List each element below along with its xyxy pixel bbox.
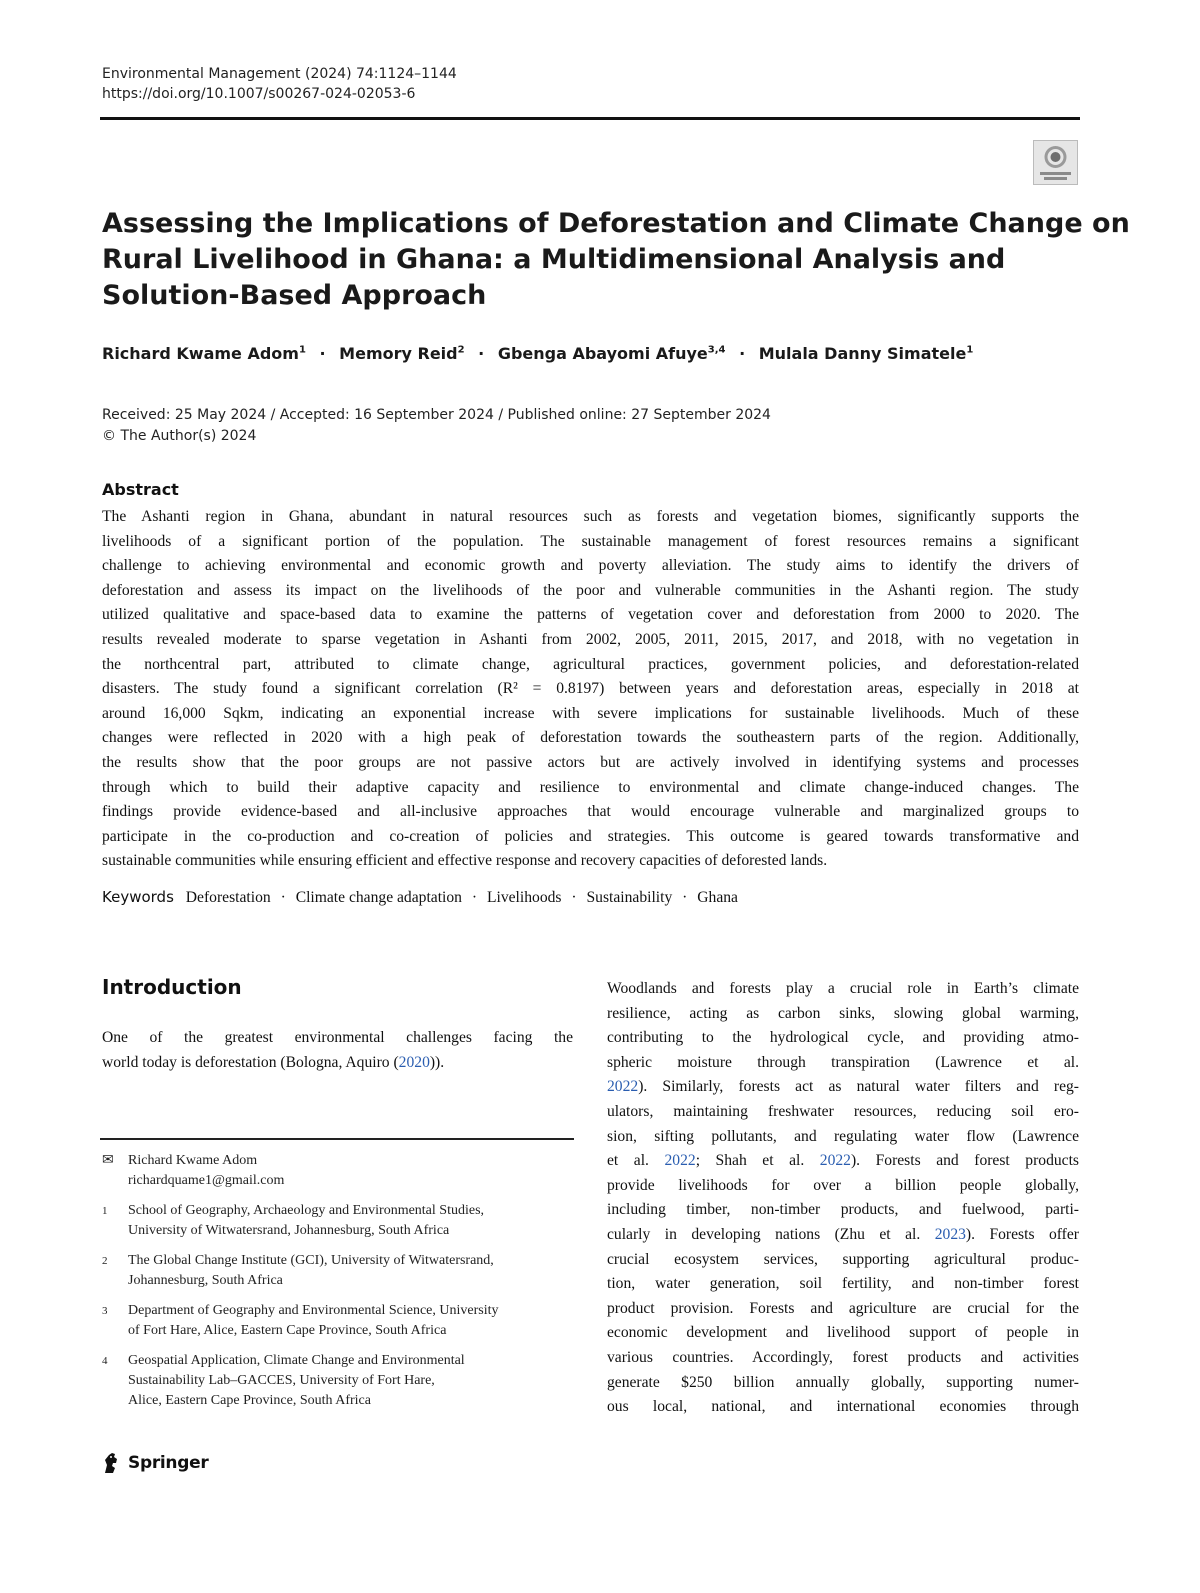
abstract-line: deforestation and assess its impact on the livelihoods of the poor and vulnerable communities in the Ashanti region. The study [102, 581, 1079, 599]
body-line: resilience, acting as carbon sinks, slowing global warming, [607, 1004, 1079, 1022]
paper-title [102, 206, 1130, 314]
body-line: spheric moisture through transpiration (Lawrence et al. [607, 1053, 1079, 1071]
author-affiliation: 3,4 [707, 344, 726, 356]
body-text: world today is deforestation (Bologna, Aquiro ( [102, 1054, 399, 1071]
title-line: Rural Livelihood in Ghana: a Multidimensional Analysis and [102, 244, 1006, 275]
affiliation-line: Alice, Eastern Cape Province, South Africa [128, 1393, 371, 1408]
affiliation-line: Johannesburg, South Africa [128, 1273, 283, 1288]
check-for-updates-icon [1033, 140, 1078, 185]
author-name[interactable]: Memory Reid [339, 344, 458, 363]
keyword-separator: · [280, 889, 286, 906]
keyword[interactable]: Livelihoods [486, 889, 562, 906]
abstract-line: disasters. The study found a significant correlation (R² = 0.8197) between years and deforestation areas, especially in 2018 at [102, 680, 1079, 698]
title-line: Solution-Based Approach [102, 280, 487, 311]
corresponding-author [102, 1151, 574, 1191]
introduction-right-text [607, 977, 1079, 1420]
footnote-rule [100, 1138, 574, 1140]
abstract-line: findings provide evidence-based and all-inclusive approaches that would encourage vulnerable and marginalized groups to [102, 803, 1079, 821]
keyword[interactable]: Deforestation [185, 889, 271, 906]
body-line [607, 1075, 1079, 1100]
abstract-line: challenge to achieving environmental and economic growth and poverty alleviation. The study aims to identify the drivers of [102, 557, 1079, 575]
body-line: sion, sifting pollutants, and regulating water flow (Lawrence [607, 1127, 1079, 1145]
body-line [102, 1050, 573, 1075]
copyright: © The Author(s) 2024 [102, 428, 257, 444]
citation-link[interactable]: 2022 [607, 1078, 639, 1096]
affiliation [102, 1251, 574, 1291]
body-line: ulators, maintaining freshwater resources, reducing soil ero- [607, 1102, 1079, 1120]
body-text: ). Forests offer [965, 1225, 1079, 1243]
keyword[interactable]: Climate change adaptation [295, 889, 462, 906]
author-list [102, 344, 973, 363]
title-line: Assessing the Implications of Deforestation and Climate Change on [102, 208, 1130, 239]
affiliation [102, 1301, 574, 1341]
keyword[interactable]: Sustainability [586, 889, 673, 906]
affiliation-line: School of Geography, Archaeology and Environmental Studies, [128, 1203, 485, 1218]
affiliation-line: Geospatial Application, Climate Change and Environmental [128, 1353, 465, 1368]
affiliation-number: 2 [102, 1255, 108, 1267]
abstract-line: The Ashanti region in Ghana, abundant in natural resources such as forests and vegetation biomes, significantly supports the [102, 508, 1079, 525]
body-text: et al. [607, 1152, 665, 1170]
author-separator: · [478, 344, 485, 363]
body-line: provide livelihoods for over a billion people globally, [607, 1176, 1079, 1194]
body-text: ; Shah et al. [695, 1152, 820, 1170]
affiliation-line: University of Witwatersrand, Johannesburg, South Africa [128, 1223, 450, 1238]
citation-link[interactable]: 2020 [398, 1054, 430, 1071]
author-separator: · [319, 344, 326, 363]
body-line: tion, water generation, soil fertility, and non-timber forest [607, 1275, 1079, 1293]
author-name[interactable]: Gbenga Abayomi Afuye [497, 344, 708, 363]
abstract-line: the results show that the poor groups are not passive actors but are actively involved in identifying systems and processes [102, 753, 1079, 771]
abstract-line: results revealed moderate to sparse vegetation in Ashanti from 2002, 2005, 2011, 2015, 2017, and 2018, with no vegetation in [102, 630, 1079, 648]
affiliation-line: The Global Change Institute (GCI), University of Witwatersrand, [128, 1253, 494, 1268]
author-name[interactable]: Mulala Danny Simatele [758, 344, 967, 363]
body-line: product provision. Forests and agriculture are crucial for the [607, 1299, 1079, 1317]
author-affiliation: 2 [457, 344, 465, 356]
author-separator: · [739, 344, 746, 363]
abstract-line: participate in the co-production and co-creation of policies and strategies. This outcome is geared towards transformative and [102, 827, 1079, 845]
body-text: ). Forests and forest products [850, 1152, 1079, 1170]
body-text: ). Similarly, forests act as natural water filters and reg- [638, 1078, 1079, 1096]
body-line: One of the greatest environmental challenges facing the [102, 1029, 573, 1046]
body-line [607, 1223, 1079, 1248]
check-for-updates-badge[interactable] [1033, 140, 1078, 185]
body-line: economic development and livelihood support of people in [607, 1324, 1079, 1342]
author-name[interactable]: Richard Kwame Adom [102, 344, 299, 363]
journal-citation: Environmental Management (2024) 74:1124–1144 [102, 66, 457, 82]
abstract-heading: Abstract [102, 480, 179, 499]
history-dates: Received: 25 May 2024 / Accepted: 16 September 2024 / Published online: 27 September 2024 [102, 407, 771, 423]
body-line: contributing to the hydrological cycle, and providing atmo- [607, 1029, 1079, 1047]
body-line: including timber, non-timber products, and fuelwood, parti- [607, 1201, 1079, 1219]
header-rule [100, 117, 1080, 120]
corresponding-email[interactable]: richardquame1@gmail.com [128, 1173, 285, 1188]
abstract-line: utilized qualitative and space-based data to examine the patterns of vegetation cover and deforestation from 2000 to 2020. The [102, 606, 1079, 624]
abstract-line: changes were reflected in 2020 with a high peak of deforestation towards the southeastern parts of the region. Additionally, [102, 729, 1079, 747]
citation-link[interactable]: 2022 [664, 1152, 696, 1170]
abstract-body [102, 505, 1079, 874]
envelope-icon: ✉ [102, 1153, 114, 1168]
doi-link[interactable]: https://doi.org/10.1007/s00267-024-02053-6 [102, 86, 416, 102]
body-line: various countries. Accordingly, forest products and activities [607, 1348, 1079, 1366]
body-line: Woodlands and forests play a crucial role in Earth’s climate [607, 980, 1079, 997]
affiliation-line: of Fort Hare, Alice, Eastern Cape Province, South Africa [128, 1323, 447, 1338]
abstract-line: the northcentral part, attributed to climate change, agricultural practices, government policies, and deforestation-related [102, 655, 1079, 673]
body-line: ous local, national, and international economies through [607, 1398, 1079, 1416]
corresponding-name: Richard Kwame Adom [128, 1153, 258, 1168]
body-line: generate $250 billion annually globally, supporting numer- [607, 1373, 1079, 1391]
footnotes [102, 1151, 574, 1421]
keyword[interactable]: Ghana [697, 889, 738, 906]
keywords-label: Keywords [102, 888, 174, 906]
keyword-separator: · [471, 889, 478, 906]
affiliation [102, 1201, 574, 1241]
publisher-name: Springer [128, 1453, 209, 1473]
introduction-heading: Introduction [102, 975, 242, 999]
keywords [102, 888, 738, 907]
abstract-line: around 16,000 Sqkm, indicating an exponential increase with severe implications for sustainable livelihoods. Much of these [102, 704, 1079, 722]
keyword-separator: · [571, 889, 577, 906]
publisher-logo [102, 1450, 208, 1476]
affiliation [102, 1351, 574, 1411]
affiliation-number: 1 [102, 1205, 108, 1217]
affiliation-line: Department of Geography and Environmental Science, University [128, 1303, 499, 1318]
introduction-left-text [102, 1025, 573, 1075]
journal-header [102, 64, 457, 104]
abstract-line: sustainable communities while ensuring efficient and effective response and recovery capacities of deforested lands. [102, 852, 828, 870]
abstract-line: livelihoods of a significant portion of the population. The sustainable management of forest resources remains a significant [102, 532, 1079, 550]
body-text: )). [429, 1054, 445, 1071]
citation-link[interactable]: 2022 [819, 1152, 851, 1170]
author-affiliation: 1 [298, 344, 306, 356]
author-affiliation: 1 [966, 344, 974, 356]
affiliation-line: Sustainability Lab–GACCES, University of Fort Hare, [128, 1373, 435, 1388]
body-text: cularly in developing nations (Zhu et al. [607, 1225, 935, 1243]
keyword-separator: · [682, 889, 688, 906]
abstract-line: through which to build their adaptive capacity and resilience to environmental and climate change-induced changes. The [102, 778, 1079, 796]
body-line: crucial ecosystem services, supporting agricultural produc- [607, 1250, 1079, 1268]
publication-dates [102, 405, 771, 447]
affiliation-number: 4 [102, 1355, 108, 1367]
citation-link[interactable]: 2023 [934, 1225, 966, 1243]
affiliation-number: 3 [102, 1305, 108, 1317]
springer-horse-icon [102, 1451, 124, 1475]
body-line [607, 1149, 1079, 1174]
